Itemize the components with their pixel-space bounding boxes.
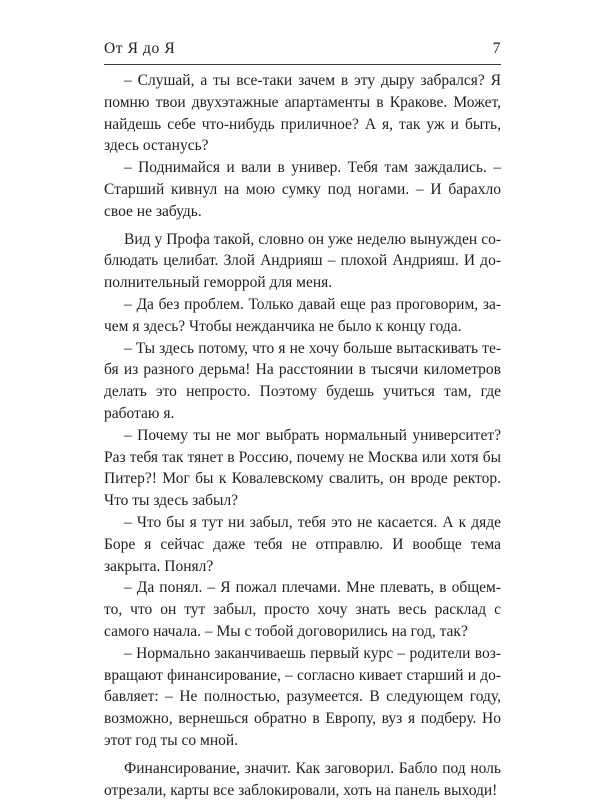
paragraph: – Поднимайся и вали в универ. Тебя там заждались. – Старший кивнул на мою сумку под ногами. – И барахло свое не забудь. xyxy=(104,159,501,220)
paragraph: – Да понял. – Я пожал плечами. Мне плевать, в общем-то, что он тут забыл, просто хочу знать весь расклад с самого начала. – Мы с тобой договорились на год, так? xyxy=(104,579,501,640)
paragraph: Финансирование, значит. Как заговорил. Бабло под ноль отрезали, карты все заблокировали, хоть на панель выходи! xyxy=(104,759,501,799)
body-text xyxy=(104,70,501,801)
running-title: От Я до Я xyxy=(104,40,176,57)
paragraph: – Что бы я тут ни забыл, тебя это не касается. А к дяде Боре я сейчас даже тебя не отправлю. И вообще тема закрыта. Понял? xyxy=(104,513,501,575)
paragraph: – Слушай, а ты все-таки зачем в эту дыру забрался? Я помню твои двухэтажные апартаменты в Кракове. Может, найдешь себе что-нибудь приличное? А я, так уж и быть, здесь останусь? xyxy=(104,72,501,155)
page-number: 7 xyxy=(492,40,501,57)
paragraph: Вид у Профа такой, словно он уже неделю вынужден соблюдать целибат. Злой Андрияш – плохой Андрияш. И дополнительный геморрой для меня. xyxy=(104,230,501,292)
paragraph: – Да без проблем. Только давай еще раз проговорим, зачем я здесь? Чтобы нежданчика не было к концу года. xyxy=(104,295,501,335)
paragraph: – Почему ты не мог выбрать нормальный университет? Раз тебя так тянет в Россию, почему не Москва или хотя бы Питер?! Мог бы к Ковалевскому свалить, он вроде ректор. Что ты здесь забыл? xyxy=(104,426,501,510)
header-rule xyxy=(104,64,501,65)
paragraph: – Нормально заканчиваешь первый курс – родители возвращают финансирование, – согласно кивает старший и добавляет: – Не полностью, разумеется. В следующем году, возможно, вернешься обратно в Европу, вуз я подберу. Но этот год ты со мной. xyxy=(104,644,501,749)
paragraph: – Ты здесь потому, что я не хочу больше вытаскивать тебя из разного дерьма! На расстоянии в тысячи километров делать это непросто. Поэтому будешь учиться там, где работаю я. xyxy=(104,339,501,422)
running-header xyxy=(104,40,501,58)
